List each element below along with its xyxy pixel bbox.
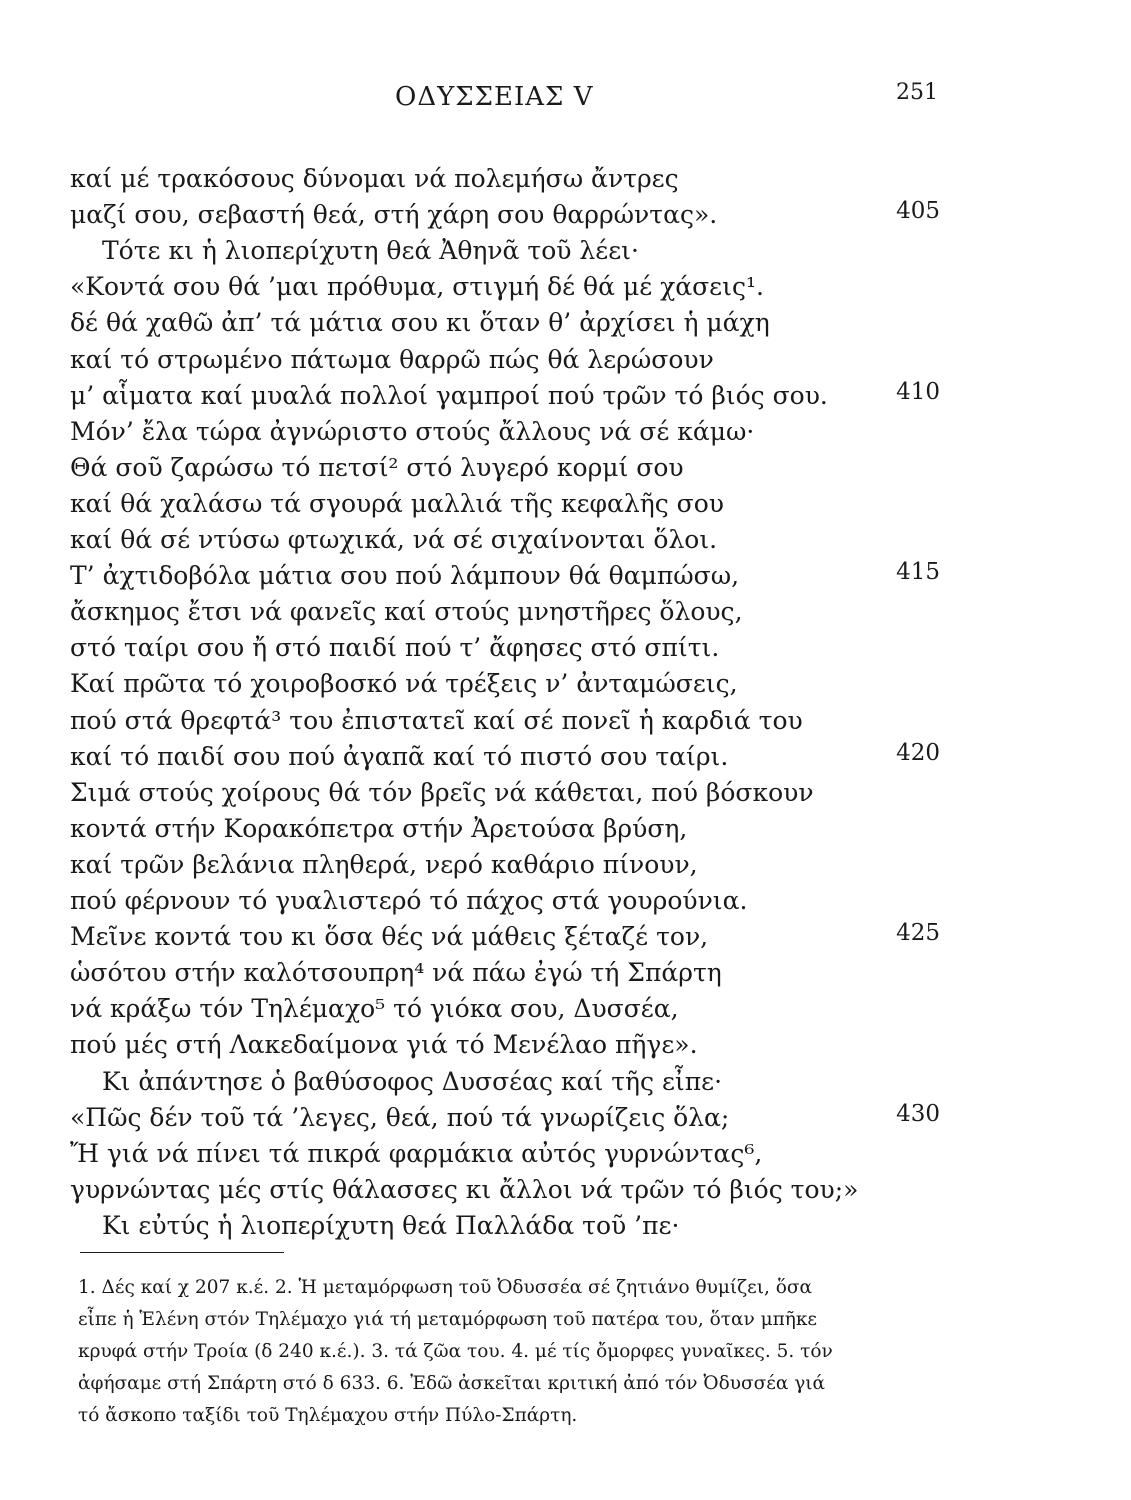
footnote-line: κρυφά στήν Τροία (δ 240 κ.έ.). 3. τά ζῶα του. 4. μέ τίς ὄμορφες γυναῖκες. 5. τόν [78, 1341, 833, 1362]
verse-line [70, 413, 940, 451]
verse-text: Μόν’ ἔλα τώρα ἀγνώριστο στούς ἄλλους νά σέ κάμω· [70, 416, 755, 446]
verse-line [70, 1207, 940, 1245]
verse-text: καί τό στρωμένο πάτωμα θαρρῶ πώς θά λερώσουν [70, 344, 714, 374]
verse-text: πού μές στή Λακεδαίμονα γιά τό Μενέλαο πῆγε». [70, 1030, 698, 1060]
verse-text: Θά σοῦ ζαρώσω τό πετσί² στό λυγερό κορμί σου [70, 452, 684, 482]
verse-text: ἄσκημος ἔτσι νά φανεῖς καί στούς μνηστῆρες ὅλους, [70, 597, 743, 627]
verse-line [70, 918, 940, 956]
page-header [0, 82, 1131, 122]
verse-line [70, 377, 940, 415]
verse-text: Κι ἀπάντησε ὁ βαθύσοφος Δυσσέας καί τῆς εἶπε· [102, 1066, 723, 1096]
verse-line [70, 810, 940, 848]
verse-line [70, 954, 940, 992]
verse-text: γυρνώντας μές στίς θάλασσες κι ἄλλοι νά τρῶν τό βιός του;» [70, 1174, 859, 1204]
verse-text: Καί πρῶτα τό χοιροβοσκό νά τρέξεις ν’ ἀνταμώσεις, [70, 669, 738, 699]
verse-line [70, 341, 940, 379]
verse-line [70, 1171, 940, 1209]
verse-text: κοντά στήν Κορακόπετρα στήν Ἀρετούσα βρύση, [70, 813, 688, 843]
verse-line [70, 990, 940, 1028]
line-number: 415 [896, 559, 940, 586]
verse-line [70, 629, 940, 667]
line-number: 420 [896, 739, 940, 766]
footnote-line: ἀφήσαμε στή Σπάρτη στό δ 633. 6. Ἐδῶ ἀσκεῖται κριτική ἀπό τόν Ὀδυσσέα γιά [78, 1373, 825, 1394]
verse-text: Τότε κι ἡ λιοπερίχυτη θεά Ἀθηνᾶ τοῦ λέει· [102, 236, 639, 266]
verse-text: καί θά σέ ντύσω φτωχικά, νά σέ σιχαίνονται ὅλοι. [70, 525, 718, 554]
verse-text: στό ταίρι σου ἤ στό παιδί πού τ’ ἄφησες στό σπίτι. [70, 633, 720, 663]
verse-text: πού στά θρεφτά³ του ἐπιστατεῖ καί σέ πονεῖ ἡ καρδιά του [70, 705, 803, 735]
verse-line [70, 882, 940, 920]
running-title: ΟΔΥΣΣΕΙΑΣ V [395, 82, 594, 112]
footnote-line: 1. Δές καί χ 207 κ.έ. 2. Ἡ μεταμόρφωση τοῦ Ὀδυσσέα σέ ζητιάνο θυμίζει, ὅσα [78, 1277, 813, 1298]
verse-text: καί τρῶν βελάνια πληθερά, νερό καθάριο πίνουν, [70, 849, 698, 879]
verse-text: Τ’ ἀχτιδοβόλα μάτια σου πού λάμπουν θά θαμπώσω, [70, 561, 740, 591]
verse-line [70, 1099, 940, 1137]
verse-line [70, 304, 940, 342]
verse-text: «Πῶς δέν τοῦ τά ’λεγες, θεά, πού τά γνωρίζεις ὅλα; [70, 1102, 730, 1132]
verse-line [70, 485, 940, 523]
verse-text: μ’ αἷματα καί μυαλά πολλοί γαμπροί πού τρῶν τό βιός σου. [70, 380, 828, 410]
verse-line [70, 665, 940, 703]
verse-text: δέ θά χαθῶ ἀπ’ τά μάτια σου κι ὅταν θ’ ἀρχίσει ἡ μάχη [70, 308, 770, 338]
verse-text: Ἤ γιά νά πίνει τά πικρά φαρμάκια αὐτός γυρνώντας⁶, [70, 1138, 763, 1168]
verse-line [70, 1026, 940, 1064]
verse-text: μαζί σου, σεβαστή θεά, στή χάρη σου θαρρώντας». [70, 200, 718, 230]
verse-line [70, 557, 940, 595]
verse-line [70, 232, 940, 270]
footnotes [78, 1272, 942, 1432]
line-number: 405 [896, 198, 940, 225]
verse-line [70, 846, 940, 884]
verse-text: Κι εὐτύς ἡ λιοπερίχυτη θεά Παλλάδα τοῦ ’πε· [102, 1210, 680, 1240]
footnote-line: εἶπε ἡ Ἑλένη στόν Τηλέμαχο γιά τή μεταμόρφωση τοῦ πατέρα του, ὅταν μπῆκε [78, 1309, 818, 1330]
verse-line [70, 1063, 940, 1101]
verse-text: νά κράξω τόν Τηλέμαχο⁵ τό γιόκα σου, Δυσσέα, [70, 994, 679, 1024]
verse-text: πού φέρνουν τό γυαλιστερό τό πάχος στά γουρούνια. [70, 886, 748, 915]
line-number: 410 [896, 378, 940, 405]
verse-line [70, 774, 940, 812]
footnote-line: τό ἄσκοπο ταξίδι τοῦ Τηλέμαχου στήν Πύλο-Σπάρτη. [78, 1405, 578, 1426]
verse-line [70, 449, 940, 487]
verse-line [70, 160, 940, 198]
verse-text: ὡσότου στήν καλότσουπρη⁴ νά πάω ἐγώ τή Σπάρτη [70, 958, 722, 988]
line-number: 425 [896, 920, 940, 947]
verse-line [70, 196, 940, 234]
verse-line [70, 521, 940, 559]
page-number: 251 [896, 80, 938, 105]
footnote-rule [80, 1252, 284, 1253]
verse-line [70, 268, 940, 306]
verse-text: καί θά χαλάσω τά σγουρά μαλλιά τῆς κεφαλῆς σου [70, 488, 724, 518]
verse-text: «Κοντά σου θά ’μαι πρόθυμα, στιγμή δέ θά μέ χάσεις¹. [70, 272, 764, 302]
verse-line [70, 738, 940, 776]
verse-text: καί τό παιδί σου πού ἀγαπᾶ καί τό πιστό σου ταίρι. [70, 741, 729, 771]
verse-text: Σιμά στούς χοίρους θά τόν βρεῖς νά κάθεται, πού βόσκουν [70, 777, 814, 807]
verse-text: καί μέ τρακόσους δύνομαι νά πολεμήσω ἄντρες [70, 164, 679, 193]
verse-line [70, 1135, 940, 1173]
verse-line [70, 702, 940, 740]
line-number: 430 [896, 1100, 940, 1127]
verse-line [70, 593, 940, 631]
verse-text: Μεῖνε κοντά του κι ὅσα θές νά μάθεις ξέταζέ τον, [70, 922, 709, 952]
